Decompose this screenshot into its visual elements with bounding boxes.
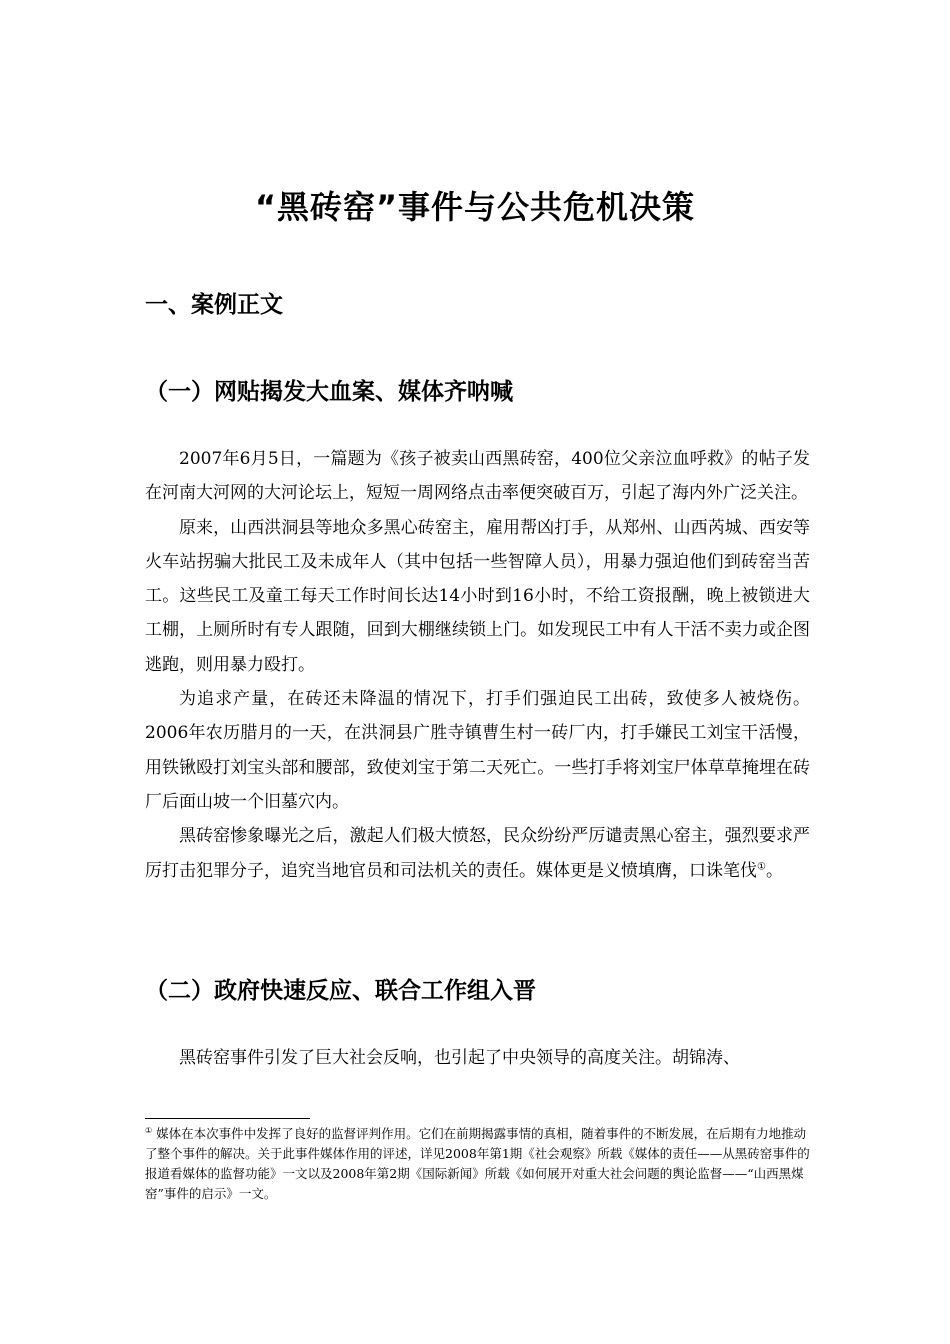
- paragraph: 为追求产量，在砖还未降温的情况下，打手们强迫民工出砖，致使多人被烧伤。2006年农历腊月的一天，在洪洞县广胜寺镇曹生村一砖厂内，打手嫌民工刘宝干活慢，用铁锹殴打刘宝头部和腰部，致使刘宝于第二天死亡。一些打手将刘宝尸体草草掩埋在砖厂后面山坡一个旧墓穴内。: [145, 689, 810, 812]
- paragraph: 黑砖窑事件引发了巨大社会反响，也引起了中央领导的高度关注。胡锦涛、: [179, 1048, 740, 1068]
- footnote-separator: [145, 1118, 310, 1119]
- subsection-2-body: [145, 1041, 810, 1075]
- paragraph-text: 黑砖窑惨象曝光之后，激起人们极大愤怒，民众纷纷严厉谴责黑心窑主，强烈要求严厉打击犯罪分子，追究当地官员和司法机关的责任。媒体更是义愤填膺，口诛笔伐: [145, 826, 810, 881]
- subsection-1-body: [145, 442, 810, 888]
- paragraph: 2007年6月5日，一篇题为《孩子被卖山西黑砖窑，400位父亲泣血呼救》的帖子发在河南大河网的大河论坛上，短短一周网络点击率便突破百万，引起了海内外广泛关注。: [145, 449, 810, 504]
- section-heading-case-text: 一、案例正文: [145, 292, 283, 318]
- paragraph-text-end: 。: [765, 860, 783, 881]
- document-title: “黑砖窑”事件与公共危机决策: [254, 188, 696, 226]
- footnote-number: ①: [145, 1125, 153, 1135]
- subsection-heading-1: （一）网贴揭发大血案、媒体齐呐喊: [145, 379, 513, 405]
- paragraph: [145, 819, 810, 888]
- paragraph: 原来，山西洪洞县等地众多黑心砖窑主，雇用帮凶打手，从郑州、山西芮城、西安等火车站拐骗大批民工及未成年人（其中包括一些智障人员），用暴力强迫他们到砖窑当苦工。这些民工及童工每天工作时间长达14小时到16小时，不给工资报酬，晚上被锁进大工棚，上厕所时有专人跟随，回到大棚继续锁上门。如发现民工中有人干活不卖力或企图逃跑，则用暴力殴打。: [145, 517, 810, 675]
- footnote-marker[interactable]: ①: [757, 860, 766, 872]
- footnote: [145, 1124, 810, 1204]
- footnote-text: 媒体在本次事件中发挥了良好的监督评判作用。它们在前期揭露事情的真相，随着事件的不断发展，在后期有力地推动了整个事件的解决。关于此事件媒体作用的评述，详见2008年第1期《社会观察》所载《媒体的责任——从黑砖窑事件的报道看媒体的监督功能》一文以及2008年第2期《国际新闻》所载《如何展开对重大社会问题的舆论监督——“山西黑煤窑”事件的启示》一文。: [145, 1126, 810, 1201]
- subsection-heading-2: （二）政府快速反应、联合工作组入晋: [145, 978, 536, 1004]
